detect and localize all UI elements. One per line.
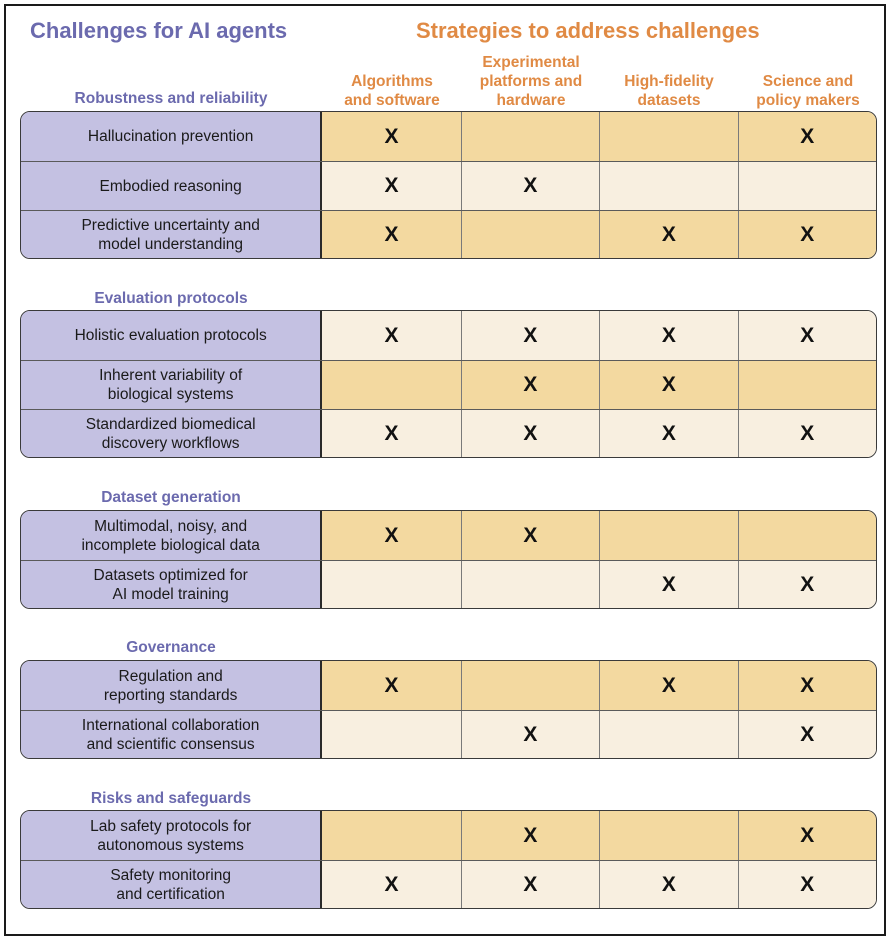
column-header-platforms: Experimental platforms and hardware [479, 54, 583, 109]
marked-cell: X [322, 661, 460, 710]
challenge-label: Regulation and reporting standards [21, 661, 322, 710]
marked-cell: X [322, 410, 460, 458]
empty-cell [461, 561, 599, 609]
challenge-label: Safety monitoring and certification [21, 861, 322, 909]
empty-cell [322, 561, 460, 609]
challenge-label: International collaboration and scientific consensus [21, 711, 322, 759]
empty-cell [322, 711, 460, 759]
marked-cell: X [322, 112, 460, 161]
empty-cell [599, 711, 737, 759]
matrix-row [21, 311, 876, 360]
section-table [20, 810, 877, 909]
marked-cell: X [599, 361, 737, 409]
matrix-row [21, 661, 876, 710]
empty-cell [738, 162, 876, 210]
challenge-label: Hallucination prevention [21, 112, 322, 161]
marked-cell: X [461, 162, 599, 210]
matrix-row [21, 860, 876, 909]
column-header-datasets: High-fidelity datasets [624, 73, 714, 109]
empty-cell [322, 811, 460, 860]
section-title: Dataset generation [101, 489, 241, 506]
empty-cell [599, 511, 737, 560]
matrix-row [21, 360, 876, 409]
empty-cell [599, 162, 737, 210]
marked-cell: X [599, 661, 737, 710]
column-header-policy: Science and policy makers [756, 73, 860, 109]
marked-cell: X [599, 410, 737, 458]
marked-cell: X [599, 211, 737, 259]
matrix-row [21, 210, 876, 259]
column-header-algorithms: Algorithms and software [344, 73, 440, 109]
marked-cell: X [738, 861, 876, 909]
empty-cell [322, 361, 460, 409]
challenge-label: Lab safety protocols for autonomous systems [21, 811, 322, 860]
section-title: Governance [126, 639, 216, 656]
challenge-label: Multimodal, noisy, and incomplete biological data [21, 511, 322, 560]
marked-cell: X [738, 410, 876, 458]
marked-cell: X [322, 162, 460, 210]
challenges-title: Challenges for AI agents [30, 18, 288, 43]
marked-cell: X [461, 711, 599, 759]
matrix-row [21, 511, 876, 560]
empty-cell [599, 811, 737, 860]
marked-cell: X [738, 811, 876, 860]
marked-cell: X [738, 112, 876, 161]
marked-cell: X [461, 811, 599, 860]
section-title: Evaluation protocols [94, 290, 248, 307]
challenge-label: Inherent variability of biological systems [21, 361, 322, 409]
marked-cell: X [322, 211, 460, 259]
matrix-row [21, 560, 876, 609]
marked-cell: X [322, 861, 460, 909]
section-table [20, 310, 877, 458]
section-table [20, 510, 877, 609]
marked-cell: X [738, 561, 876, 609]
marked-cell: X [738, 711, 876, 759]
challenge-label: Standardized biomedical discovery workflows [21, 410, 322, 458]
marked-cell: X [322, 511, 460, 560]
empty-cell [738, 511, 876, 560]
empty-cell [738, 361, 876, 409]
marked-cell: X [738, 661, 876, 710]
empty-cell [461, 661, 599, 710]
marked-cell: X [461, 410, 599, 458]
section-title: Robustness and reliability [74, 90, 268, 107]
marked-cell: X [461, 511, 599, 560]
challenge-label: Embodied reasoning [21, 162, 322, 210]
section-title: Risks and safeguards [90, 790, 252, 807]
matrix-row [21, 811, 876, 860]
marked-cell: X [738, 311, 876, 360]
matrix-row [21, 112, 876, 161]
empty-cell [461, 112, 599, 161]
empty-cell [599, 112, 737, 161]
marked-cell: X [738, 211, 876, 259]
marked-cell: X [322, 311, 460, 360]
marked-cell: X [461, 861, 599, 909]
empty-cell [461, 211, 599, 259]
marked-cell: X [599, 311, 737, 360]
matrix-row [21, 710, 876, 759]
section-table [20, 111, 877, 259]
marked-cell: X [461, 361, 599, 409]
strategies-title: Strategies to address challenges [416, 18, 760, 43]
marked-cell: X [599, 861, 737, 909]
marked-cell: X [461, 311, 599, 360]
matrix-row [21, 409, 876, 458]
section-table [20, 660, 877, 759]
challenge-label: Datasets optimized for AI model training [21, 561, 322, 609]
challenge-label: Holistic evaluation protocols [21, 311, 322, 360]
challenge-label: Predictive uncertainty and model understanding [21, 211, 322, 259]
matrix-row [21, 161, 876, 210]
marked-cell: X [599, 561, 737, 609]
